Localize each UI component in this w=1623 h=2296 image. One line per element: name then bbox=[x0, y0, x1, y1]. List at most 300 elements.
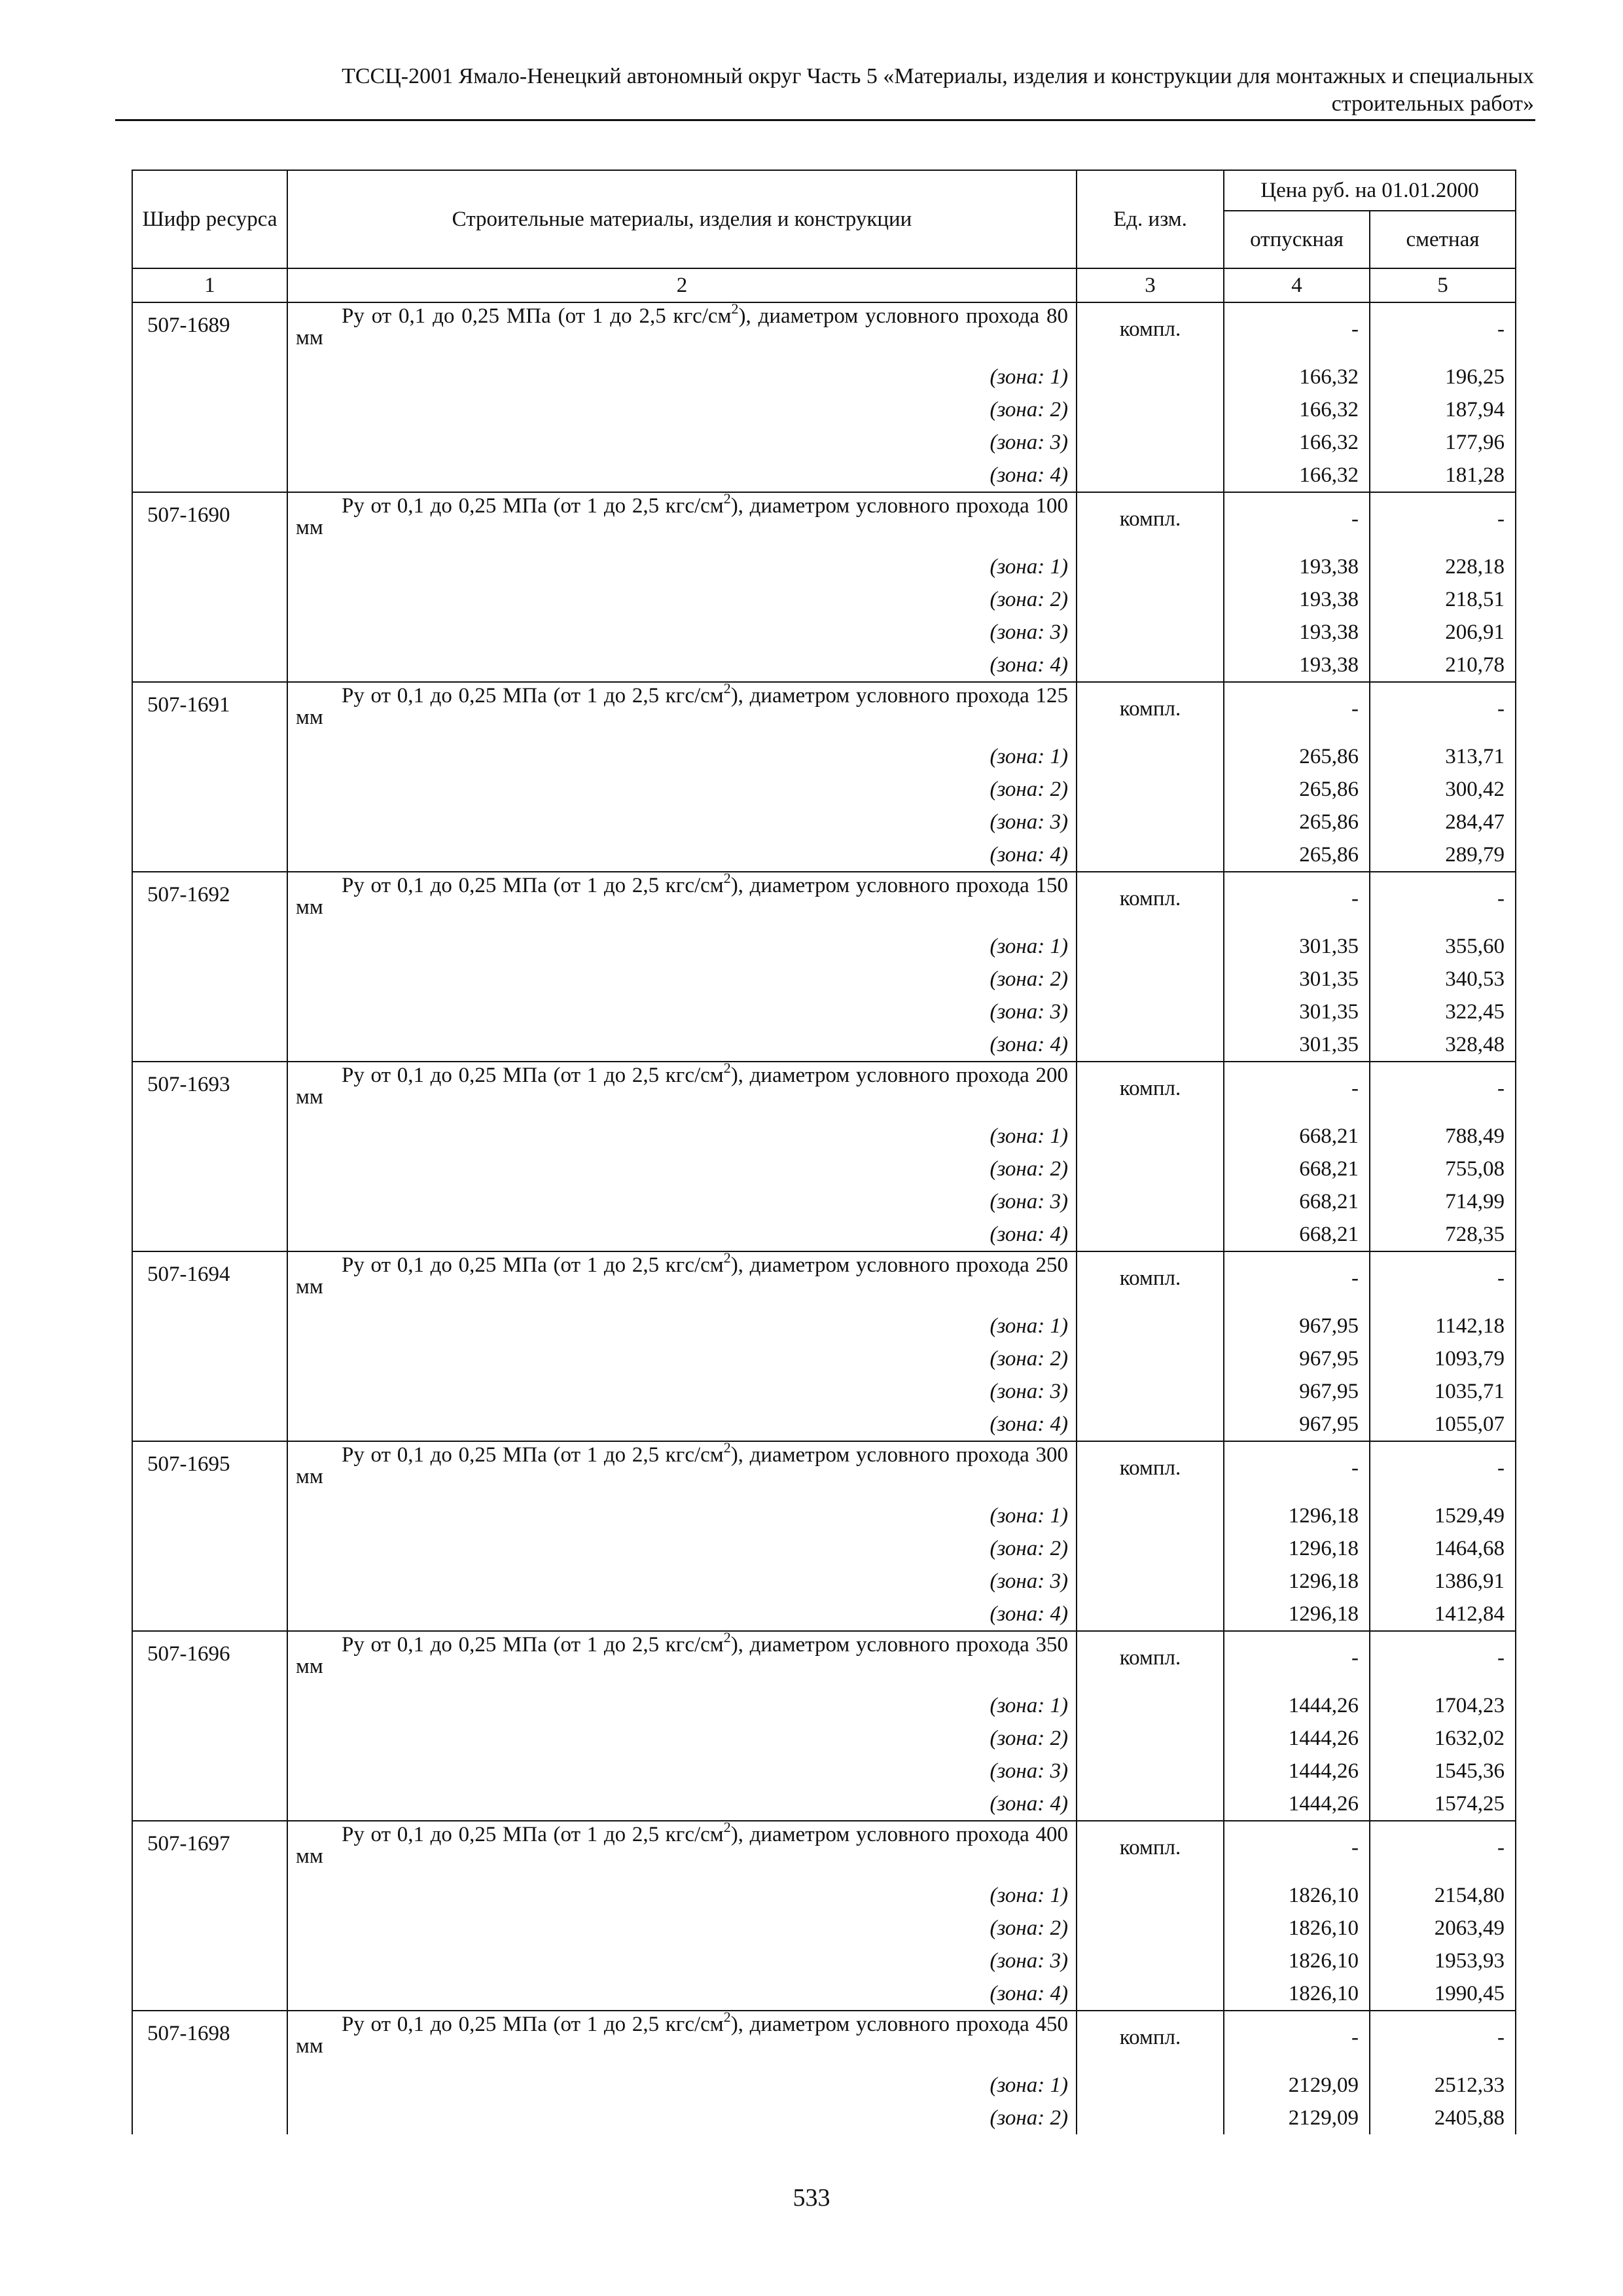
zone-release-price: 1296,18 bbox=[1224, 1532, 1370, 1565]
empty-cell bbox=[132, 1408, 287, 1441]
zone-row bbox=[132, 459, 1516, 492]
empty-cell bbox=[1077, 1879, 1224, 1912]
description-superscript: 2 bbox=[723, 1060, 731, 1076]
zone-estimate-price: 1464,68 bbox=[1370, 1532, 1516, 1565]
description-text: ), диаметром условного прохода 100 мм bbox=[296, 494, 1068, 539]
zone-release-price: 301,35 bbox=[1224, 930, 1370, 963]
description-text: Ру от 0,1 до 0,25 МПа (от 1 до 2,5 кгс/см bbox=[342, 2013, 724, 2036]
empty-cell bbox=[132, 393, 287, 426]
description-superscript: 2 bbox=[723, 1629, 731, 1645]
zone-release-price: 265,86 bbox=[1224, 806, 1370, 838]
unit-of-measure: компл. bbox=[1077, 1631, 1224, 1689]
zone-estimate-price: 2154,80 bbox=[1370, 1879, 1516, 1912]
release-price: - bbox=[1224, 2011, 1370, 2069]
zone-estimate-price: 1574,25 bbox=[1370, 1787, 1516, 1821]
estimate-price: - bbox=[1370, 2011, 1516, 2069]
price-table bbox=[132, 170, 1516, 2134]
zone-label: (зона: 3) bbox=[287, 1565, 1077, 1598]
zone-row bbox=[132, 1218, 1516, 1251]
empty-cell bbox=[1077, 838, 1224, 872]
zone-estimate-price: 1990,45 bbox=[1370, 1977, 1516, 2011]
estimate-price: - bbox=[1370, 872, 1516, 930]
zone-estimate-price: 2063,49 bbox=[1370, 1912, 1516, 1945]
zone-estimate-price: 206,91 bbox=[1370, 616, 1516, 649]
zone-label: (зона: 3) bbox=[287, 616, 1077, 649]
zone-estimate-price: 187,94 bbox=[1370, 393, 1516, 426]
resource-code: 507-1693 bbox=[132, 1062, 287, 1120]
empty-cell bbox=[132, 1499, 287, 1532]
resource-description bbox=[287, 302, 1077, 361]
zone-estimate-price: 289,79 bbox=[1370, 838, 1516, 872]
zone-label: (зона: 2) bbox=[287, 1532, 1077, 1565]
zone-release-price: 1826,10 bbox=[1224, 1945, 1370, 1977]
zone-row bbox=[132, 1408, 1516, 1441]
zone-label: (зона: 4) bbox=[287, 1977, 1077, 2011]
zone-release-price: 265,86 bbox=[1224, 838, 1370, 872]
empty-cell bbox=[1077, 806, 1224, 838]
estimate-price: - bbox=[1370, 302, 1516, 361]
zone-label: (зона: 1) bbox=[287, 550, 1077, 583]
empty-cell bbox=[132, 1598, 287, 1631]
zone-row bbox=[132, 963, 1516, 996]
zone-release-price: 668,21 bbox=[1224, 1218, 1370, 1251]
empty-cell bbox=[132, 996, 287, 1028]
zone-row bbox=[132, 1499, 1516, 1532]
empty-cell bbox=[132, 806, 287, 838]
zone-label: (зона: 4) bbox=[287, 459, 1077, 492]
zone-release-price: 166,32 bbox=[1224, 459, 1370, 492]
empty-cell bbox=[132, 1879, 287, 1912]
empty-cell bbox=[1077, 1028, 1224, 1062]
empty-cell bbox=[1077, 1689, 1224, 1722]
unit-of-measure: компл. bbox=[1077, 1251, 1224, 1310]
description-text: Ру от 0,1 до 0,25 МПа (от 1 до 2,5 кгс/см bbox=[342, 1633, 724, 1657]
column-number: 5 bbox=[1370, 268, 1516, 302]
table-row bbox=[132, 682, 1516, 740]
empty-cell bbox=[1077, 649, 1224, 682]
empty-cell bbox=[1077, 963, 1224, 996]
description-text: Ру от 0,1 до 0,25 МПа (от 1 до 2,5 кгс/см bbox=[342, 684, 724, 708]
zone-row bbox=[132, 583, 1516, 616]
empty-cell bbox=[1077, 1375, 1224, 1408]
release-price: - bbox=[1224, 1441, 1370, 1499]
empty-cell bbox=[132, 583, 287, 616]
zone-label: (зона: 1) bbox=[287, 1499, 1077, 1532]
zone-release-price: 1296,18 bbox=[1224, 1598, 1370, 1631]
empty-cell bbox=[132, 1912, 287, 1945]
zone-release-price: 1444,26 bbox=[1224, 1722, 1370, 1755]
zone-release-price: 193,38 bbox=[1224, 649, 1370, 682]
empty-cell bbox=[1077, 2102, 1224, 2134]
description-superscript: 2 bbox=[723, 1819, 731, 1835]
description-text: Ру от 0,1 до 0,25 МПа (от 1 до 2,5 кгс/см bbox=[342, 1253, 724, 1277]
empty-cell bbox=[132, 838, 287, 872]
table-row bbox=[132, 1251, 1516, 1310]
resource-code: 507-1691 bbox=[132, 682, 287, 740]
zone-estimate-price: 714,99 bbox=[1370, 1185, 1516, 1218]
empty-cell bbox=[1077, 1218, 1224, 1251]
header-line-1: ТССЦ-2001 Ямало-Ненецкий автономный округ Часть 5 «Материалы, изделия и конструкции для монтажных и специальных bbox=[342, 64, 1534, 88]
zone-release-price: 265,86 bbox=[1224, 740, 1370, 773]
zone-row bbox=[132, 1787, 1516, 1821]
zone-label: (зона: 2) bbox=[287, 1722, 1077, 1755]
zone-estimate-price: 1632,02 bbox=[1370, 1722, 1516, 1755]
zone-row bbox=[132, 1565, 1516, 1598]
column-number: 1 bbox=[132, 268, 287, 302]
zone-label: (зона: 1) bbox=[287, 930, 1077, 963]
resource-description bbox=[287, 1062, 1077, 1120]
empty-cell bbox=[132, 963, 287, 996]
empty-cell bbox=[132, 1342, 287, 1375]
zone-row bbox=[132, 930, 1516, 963]
empty-cell bbox=[1077, 459, 1224, 492]
zone-estimate-price: 322,45 bbox=[1370, 996, 1516, 1028]
header-price-release: отпускная bbox=[1224, 211, 1370, 268]
empty-cell bbox=[132, 459, 287, 492]
empty-cell bbox=[1077, 1565, 1224, 1598]
zone-release-price: 1826,10 bbox=[1224, 1879, 1370, 1912]
estimate-price: - bbox=[1370, 1821, 1516, 1879]
table-row bbox=[132, 1821, 1516, 1879]
zone-release-price: 1444,26 bbox=[1224, 1787, 1370, 1821]
resource-code: 507-1696 bbox=[132, 1631, 287, 1689]
empty-cell bbox=[132, 1153, 287, 1185]
zone-row bbox=[132, 1879, 1516, 1912]
zone-release-price: 193,38 bbox=[1224, 583, 1370, 616]
zone-row bbox=[132, 361, 1516, 393]
description-superscript: 2 bbox=[723, 490, 731, 507]
release-price: - bbox=[1224, 1821, 1370, 1879]
zone-label: (зона: 4) bbox=[287, 649, 1077, 682]
zone-row bbox=[132, 1342, 1516, 1375]
empty-cell bbox=[132, 1375, 287, 1408]
zone-release-price: 193,38 bbox=[1224, 616, 1370, 649]
zone-label: (зона: 2) bbox=[287, 2102, 1077, 2134]
empty-cell bbox=[1077, 1310, 1224, 1342]
resource-description bbox=[287, 492, 1077, 550]
empty-cell bbox=[1077, 1977, 1224, 2011]
estimate-price: - bbox=[1370, 492, 1516, 550]
empty-cell bbox=[1077, 1342, 1224, 1375]
zone-row bbox=[132, 1153, 1516, 1185]
zone-estimate-price: 328,48 bbox=[1370, 1028, 1516, 1062]
zone-label: (зона: 3) bbox=[287, 1375, 1077, 1408]
resource-description bbox=[287, 872, 1077, 930]
zone-release-price: 1826,10 bbox=[1224, 1912, 1370, 1945]
zone-estimate-price: 1093,79 bbox=[1370, 1342, 1516, 1375]
zone-estimate-price: 340,53 bbox=[1370, 963, 1516, 996]
zone-label: (зона: 1) bbox=[287, 1120, 1077, 1153]
page-number: 533 bbox=[793, 2184, 830, 2212]
description-text: ), диаметром условного прохода 450 мм bbox=[296, 2013, 1068, 2058]
zone-label: (зона: 4) bbox=[287, 1598, 1077, 1631]
zone-release-price: 1296,18 bbox=[1224, 1499, 1370, 1532]
empty-cell bbox=[1077, 1120, 1224, 1153]
zone-estimate-price: 1704,23 bbox=[1370, 1689, 1516, 1722]
zone-release-price: 668,21 bbox=[1224, 1120, 1370, 1153]
zone-label: (зона: 2) bbox=[287, 1342, 1077, 1375]
zone-release-price: 193,38 bbox=[1224, 550, 1370, 583]
resource-description bbox=[287, 1821, 1077, 1879]
column-number: 4 bbox=[1224, 268, 1370, 302]
description-superscript: 2 bbox=[723, 1439, 731, 1456]
release-price: - bbox=[1224, 682, 1370, 740]
description-superscript: 2 bbox=[723, 2009, 731, 2025]
empty-cell bbox=[132, 1689, 287, 1722]
empty-cell bbox=[132, 1532, 287, 1565]
zone-label: (зона: 2) bbox=[287, 393, 1077, 426]
zone-row bbox=[132, 740, 1516, 773]
zone-row bbox=[132, 1185, 1516, 1218]
zone-row bbox=[132, 1598, 1516, 1631]
zone-row bbox=[132, 1028, 1516, 1062]
zone-label: (зона: 2) bbox=[287, 1153, 1077, 1185]
zone-estimate-price: 1035,71 bbox=[1370, 1375, 1516, 1408]
empty-cell bbox=[1077, 1945, 1224, 1977]
zone-release-price: 265,86 bbox=[1224, 773, 1370, 806]
empty-cell bbox=[1077, 1912, 1224, 1945]
zone-estimate-price: 1386,91 bbox=[1370, 1565, 1516, 1598]
description-superscript: 2 bbox=[723, 870, 731, 886]
zone-release-price: 967,95 bbox=[1224, 1310, 1370, 1342]
zone-label: (зона: 4) bbox=[287, 1408, 1077, 1441]
zone-release-price: 166,32 bbox=[1224, 426, 1370, 459]
zone-release-price: 2129,09 bbox=[1224, 2102, 1370, 2134]
empty-cell bbox=[132, 1755, 287, 1787]
empty-cell bbox=[1077, 1787, 1224, 1821]
zone-estimate-price: 1055,07 bbox=[1370, 1408, 1516, 1441]
empty-cell bbox=[132, 361, 287, 393]
zone-label: (зона: 1) bbox=[287, 1879, 1077, 1912]
column-number: 3 bbox=[1077, 268, 1224, 302]
empty-cell bbox=[132, 1565, 287, 1598]
zone-label: (зона: 3) bbox=[287, 1755, 1077, 1787]
description-text: Ру от 0,1 до 0,25 МПа (от 1 до 2,5 кгс/см bbox=[342, 304, 732, 328]
empty-cell bbox=[132, 773, 287, 806]
header-code: Шифр ресурса bbox=[132, 170, 287, 268]
empty-cell bbox=[1077, 773, 1224, 806]
zone-row bbox=[132, 2069, 1516, 2102]
empty-cell bbox=[132, 1185, 287, 1218]
zone-label: (зона: 2) bbox=[287, 773, 1077, 806]
description-text: Ру от 0,1 до 0,25 МПа (от 1 до 2,5 кгс/см bbox=[342, 494, 724, 518]
unit-of-measure: компл. bbox=[1077, 1062, 1224, 1120]
estimate-price: - bbox=[1370, 1631, 1516, 1689]
empty-cell bbox=[1077, 996, 1224, 1028]
empty-cell bbox=[132, 1787, 287, 1821]
zone-row bbox=[132, 806, 1516, 838]
zone-label: (зона: 1) bbox=[287, 1310, 1077, 1342]
empty-cell bbox=[132, 1120, 287, 1153]
zone-release-price: 1444,26 bbox=[1224, 1755, 1370, 1787]
empty-cell bbox=[1077, 2069, 1224, 2102]
zone-estimate-price: 755,08 bbox=[1370, 1153, 1516, 1185]
zone-estimate-price: 1529,49 bbox=[1370, 1499, 1516, 1532]
estimate-price: - bbox=[1370, 1062, 1516, 1120]
description-text: ), диаметром условного прохода 80 мм bbox=[296, 304, 1068, 350]
unit-of-measure: компл. bbox=[1077, 1821, 1224, 1879]
empty-cell bbox=[132, 426, 287, 459]
empty-cell bbox=[132, 1028, 287, 1062]
empty-cell bbox=[1077, 393, 1224, 426]
empty-cell bbox=[1077, 583, 1224, 616]
empty-cell bbox=[1077, 1153, 1224, 1185]
zone-estimate-price: 313,71 bbox=[1370, 740, 1516, 773]
zone-release-price: 166,32 bbox=[1224, 393, 1370, 426]
zone-label: (зона: 3) bbox=[287, 806, 1077, 838]
release-price: - bbox=[1224, 492, 1370, 550]
unit-of-measure: компл. bbox=[1077, 302, 1224, 361]
empty-cell bbox=[132, 649, 287, 682]
empty-cell bbox=[1077, 550, 1224, 583]
zone-row bbox=[132, 1722, 1516, 1755]
zone-row bbox=[132, 1532, 1516, 1565]
zone-estimate-price: 181,28 bbox=[1370, 459, 1516, 492]
description-text: ), диаметром условного прохода 350 мм bbox=[296, 1633, 1068, 1678]
zone-release-price: 967,95 bbox=[1224, 1408, 1370, 1441]
empty-cell bbox=[132, 2069, 287, 2102]
resource-description bbox=[287, 1441, 1077, 1499]
zone-row bbox=[132, 1689, 1516, 1722]
table-row bbox=[132, 1062, 1516, 1120]
description-superscript: 2 bbox=[723, 680, 731, 696]
resource-description bbox=[287, 2011, 1077, 2069]
zone-estimate-price: 788,49 bbox=[1370, 1120, 1516, 1153]
zone-label: (зона: 3) bbox=[287, 1945, 1077, 1977]
zone-row bbox=[132, 996, 1516, 1028]
unit-of-measure: компл. bbox=[1077, 872, 1224, 930]
zone-estimate-price: 1412,84 bbox=[1370, 1598, 1516, 1631]
zone-row bbox=[132, 1755, 1516, 1787]
zone-row bbox=[132, 2102, 1516, 2134]
zone-estimate-price: 218,51 bbox=[1370, 583, 1516, 616]
description-superscript: 2 bbox=[723, 1249, 731, 1266]
description-text: Ру от 0,1 до 0,25 МПа (от 1 до 2,5 кгс/см bbox=[342, 874, 724, 897]
unit-of-measure: компл. bbox=[1077, 492, 1224, 550]
table-row bbox=[132, 2011, 1516, 2069]
zone-estimate-price: 355,60 bbox=[1370, 930, 1516, 963]
zone-label: (зона: 1) bbox=[287, 1689, 1077, 1722]
empty-cell bbox=[1077, 1532, 1224, 1565]
zone-release-price: 668,21 bbox=[1224, 1185, 1370, 1218]
zone-estimate-price: 1142,18 bbox=[1370, 1310, 1516, 1342]
description-text: ), диаметром условного прохода 400 мм bbox=[296, 1823, 1068, 1868]
empty-cell bbox=[1077, 1755, 1224, 1787]
table-row bbox=[132, 302, 1516, 361]
description-text: ), диаметром условного прохода 300 мм bbox=[296, 1443, 1068, 1488]
resource-code: 507-1694 bbox=[132, 1251, 287, 1310]
empty-cell bbox=[132, 1218, 287, 1251]
zone-label: (зона: 2) bbox=[287, 1912, 1077, 1945]
zone-row bbox=[132, 649, 1516, 682]
zone-estimate-price: 1953,93 bbox=[1370, 1945, 1516, 1977]
table-row bbox=[132, 492, 1516, 550]
header-line-2: строительных работ» bbox=[1331, 92, 1534, 116]
zone-label: (зона: 3) bbox=[287, 996, 1077, 1028]
header-price-estimate: сметная bbox=[1370, 211, 1516, 268]
zone-row bbox=[132, 1912, 1516, 1945]
empty-cell bbox=[1077, 1499, 1224, 1532]
header-name: Строительные материалы, изделия и конструкции bbox=[287, 170, 1077, 268]
description-text: Ру от 0,1 до 0,25 МПа (от 1 до 2,5 кгс/см bbox=[342, 1064, 724, 1087]
header-rule bbox=[115, 119, 1535, 121]
zone-row bbox=[132, 550, 1516, 583]
zone-label: (зона: 4) bbox=[287, 1028, 1077, 1062]
zone-label: (зона: 4) bbox=[287, 1218, 1077, 1251]
resource-code: 507-1689 bbox=[132, 302, 287, 361]
empty-cell bbox=[132, 2102, 287, 2134]
zone-row bbox=[132, 1310, 1516, 1342]
resource-code: 507-1697 bbox=[132, 1821, 287, 1879]
empty-cell bbox=[1077, 426, 1224, 459]
zone-row bbox=[132, 426, 1516, 459]
zone-estimate-price: 2512,33 bbox=[1370, 2069, 1516, 2102]
estimate-price: - bbox=[1370, 682, 1516, 740]
zone-row bbox=[132, 616, 1516, 649]
zone-release-price: 301,35 bbox=[1224, 996, 1370, 1028]
resource-description bbox=[287, 1251, 1077, 1310]
zone-label: (зона: 2) bbox=[287, 963, 1077, 996]
zone-release-price: 1826,10 bbox=[1224, 1977, 1370, 2011]
zone-estimate-price: 228,18 bbox=[1370, 550, 1516, 583]
empty-cell bbox=[132, 1945, 287, 1977]
zone-estimate-price: 284,47 bbox=[1370, 806, 1516, 838]
resource-code: 507-1690 bbox=[132, 492, 287, 550]
resource-code: 507-1695 bbox=[132, 1441, 287, 1499]
zone-label: (зона: 2) bbox=[287, 583, 1077, 616]
description-text: ), диаметром условного прохода 200 мм bbox=[296, 1064, 1068, 1109]
zone-release-price: 1444,26 bbox=[1224, 1689, 1370, 1722]
zone-label: (зона: 3) bbox=[287, 426, 1077, 459]
estimate-price: - bbox=[1370, 1251, 1516, 1310]
zone-row bbox=[132, 1375, 1516, 1408]
empty-cell bbox=[132, 930, 287, 963]
zone-release-price: 1296,18 bbox=[1224, 1565, 1370, 1598]
zone-row bbox=[132, 1977, 1516, 2011]
unit-of-measure: компл. bbox=[1077, 682, 1224, 740]
zone-release-price: 166,32 bbox=[1224, 361, 1370, 393]
empty-cell bbox=[1077, 616, 1224, 649]
empty-cell bbox=[132, 740, 287, 773]
header-unit: Ед. изм. bbox=[1077, 170, 1224, 268]
empty-cell bbox=[132, 1977, 287, 2011]
table-row bbox=[132, 1631, 1516, 1689]
zone-release-price: 301,35 bbox=[1224, 1028, 1370, 1062]
zone-estimate-price: 177,96 bbox=[1370, 426, 1516, 459]
release-price: - bbox=[1224, 302, 1370, 361]
empty-cell bbox=[132, 550, 287, 583]
zone-estimate-price: 196,25 bbox=[1370, 361, 1516, 393]
description-text: Ру от 0,1 до 0,25 МПа (от 1 до 2,5 кгс/см bbox=[342, 1443, 724, 1467]
release-price: - bbox=[1224, 872, 1370, 930]
zone-row bbox=[132, 1120, 1516, 1153]
zone-release-price: 967,95 bbox=[1224, 1375, 1370, 1408]
zone-estimate-price: 1545,36 bbox=[1370, 1755, 1516, 1787]
estimate-price: - bbox=[1370, 1441, 1516, 1499]
empty-cell bbox=[132, 616, 287, 649]
resource-description bbox=[287, 1631, 1077, 1689]
empty-cell bbox=[1077, 740, 1224, 773]
column-number: 2 bbox=[287, 268, 1077, 302]
zone-row bbox=[132, 1945, 1516, 1977]
zone-label: (зона: 4) bbox=[287, 838, 1077, 872]
empty-cell bbox=[1077, 1185, 1224, 1218]
table-body bbox=[132, 302, 1516, 2134]
empty-cell bbox=[1077, 1598, 1224, 1631]
zone-row bbox=[132, 393, 1516, 426]
empty-cell bbox=[1077, 1722, 1224, 1755]
empty-cell bbox=[1077, 930, 1224, 963]
